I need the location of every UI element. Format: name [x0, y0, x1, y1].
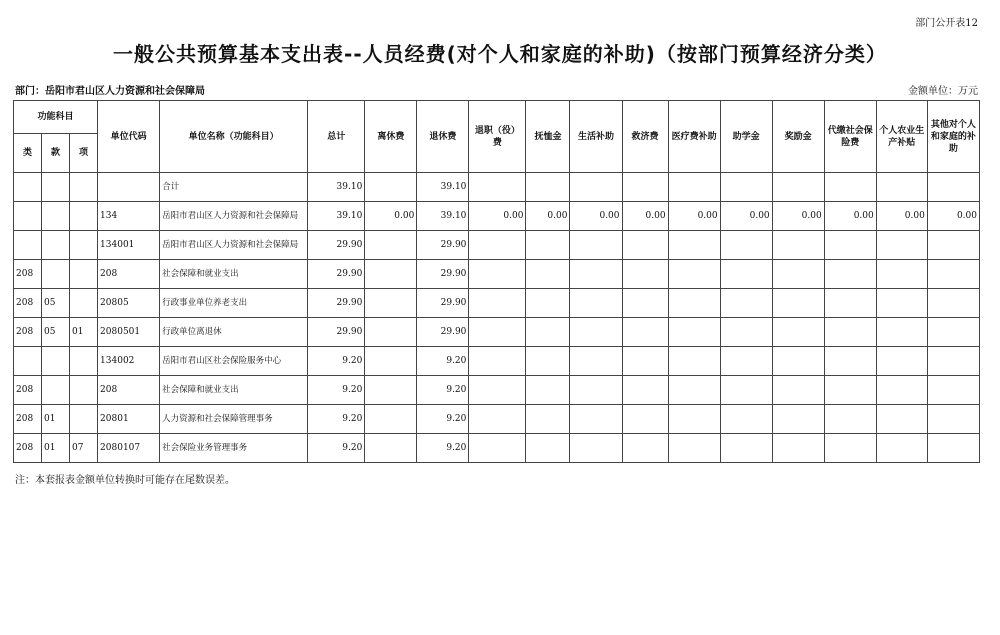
cell-zhuxue — [720, 347, 772, 376]
cell-fuxu — [526, 434, 570, 463]
cell-tuizhi — [469, 173, 526, 202]
cell-jiuji — [622, 434, 668, 463]
cell-fuxu — [526, 376, 570, 405]
cell-code: 2080107 — [98, 434, 160, 463]
cell-fuxu: 0.00 — [526, 202, 570, 231]
cell-daijiao — [824, 405, 876, 434]
cell-fuxu — [526, 405, 570, 434]
table-row — [14, 202, 980, 231]
cell-xiang — [70, 376, 98, 405]
cell-lixiu — [365, 173, 417, 202]
cell-tuizhi — [469, 318, 526, 347]
cell-fuxu — [526, 260, 570, 289]
cell-yiliao — [668, 405, 720, 434]
table-row — [14, 405, 980, 434]
cell-lei: 208 — [14, 260, 42, 289]
header-kuan: 款 — [42, 134, 70, 173]
cell-xiang: 01 — [70, 318, 98, 347]
cell-name: 岳阳市君山区人力资源和社会保障局 — [160, 231, 308, 260]
cell-total: 29.90 — [308, 231, 365, 260]
header-yiliao: 医疗费补助 — [668, 101, 720, 173]
cell-daijiao — [824, 347, 876, 376]
cell-shenghuo — [570, 173, 622, 202]
cell-nongye: 0.00 — [876, 202, 927, 231]
cell-tuizhi: 0.00 — [469, 202, 526, 231]
cell-shenghuo — [570, 231, 622, 260]
cell-shenghuo — [570, 318, 622, 347]
cell-kuan — [42, 231, 70, 260]
cell-lixiu — [365, 347, 417, 376]
header-unit-code: 单位代码 — [98, 101, 160, 173]
cell-yiliao — [668, 231, 720, 260]
cell-total: 39.10 — [308, 173, 365, 202]
cell-tuixiu: 39.10 — [417, 202, 469, 231]
cell-kuan — [42, 347, 70, 376]
cell-code: 208 — [98, 376, 160, 405]
cell-jiuji — [622, 231, 668, 260]
cell-kuan: 01 — [42, 434, 70, 463]
cell-qita: 0.00 — [927, 202, 979, 231]
header-fuxu: 抚恤金 — [526, 101, 570, 173]
cell-lei — [14, 202, 42, 231]
cell-nongye — [876, 260, 927, 289]
header-tuixiu: 退休费 — [417, 101, 469, 173]
header-func-group: 功能科目 — [14, 101, 98, 134]
cell-daijiao — [824, 260, 876, 289]
cell-kuan — [42, 202, 70, 231]
cell-xiang — [70, 173, 98, 202]
cell-qita — [927, 260, 979, 289]
table-row — [14, 376, 980, 405]
cell-tuixiu: 29.90 — [417, 289, 469, 318]
cell-lei: 208 — [14, 289, 42, 318]
cell-jiuji — [622, 173, 668, 202]
cell-zhuxue — [720, 376, 772, 405]
cell-jiuji — [622, 376, 668, 405]
cell-name: 行政单位离退休 — [160, 318, 308, 347]
cell-daijiao — [824, 376, 876, 405]
cell-zhuxue — [720, 289, 772, 318]
cell-shenghuo — [570, 260, 622, 289]
cell-yiliao — [668, 173, 720, 202]
cell-name: 社会保障和就业支出 — [160, 376, 308, 405]
cell-nongye — [876, 289, 927, 318]
cell-zhuxue: 0.00 — [720, 202, 772, 231]
amount-unit-label: 金额单位：万元 — [908, 86, 978, 97]
cell-name: 人力资源和社会保障管理事务 — [160, 405, 308, 434]
header-lei: 类 — [14, 134, 42, 173]
cell-jiangli — [772, 318, 824, 347]
cell-zhuxue — [720, 231, 772, 260]
cell-name: 合计 — [160, 173, 308, 202]
cell-shenghuo — [570, 434, 622, 463]
cell-name: 社会保障和就业支出 — [160, 260, 308, 289]
cell-daijiao — [824, 231, 876, 260]
header-jiuji: 救济费 — [622, 101, 668, 173]
table-row — [14, 231, 980, 260]
cell-qita — [927, 231, 979, 260]
department-label: 部门：岳阳市君山区人力资源和社会保障局 — [15, 86, 205, 97]
cell-qita — [927, 318, 979, 347]
cell-yiliao — [668, 260, 720, 289]
cell-code: 134001 — [98, 231, 160, 260]
header-jiangli: 奖励金 — [772, 101, 824, 173]
cell-kuan — [42, 260, 70, 289]
cell-code: 208 — [98, 260, 160, 289]
cell-yiliao — [668, 318, 720, 347]
cell-jiangli — [772, 289, 824, 318]
cell-total: 9.20 — [308, 376, 365, 405]
cell-xiang: 07 — [70, 434, 98, 463]
cell-jiangli — [772, 434, 824, 463]
cell-jiangli — [772, 405, 824, 434]
cell-tuixiu: 9.20 — [417, 434, 469, 463]
cell-daijiao — [824, 173, 876, 202]
cell-nongye — [876, 318, 927, 347]
cell-lei: 208 — [14, 318, 42, 347]
header-lixiu: 离休费 — [365, 101, 417, 173]
cell-tuizhi — [469, 231, 526, 260]
cell-kuan: 05 — [42, 289, 70, 318]
cell-xiang — [70, 260, 98, 289]
cell-nongye — [876, 231, 927, 260]
cell-daijiao: 0.00 — [824, 202, 876, 231]
header-total: 总计 — [308, 101, 365, 173]
table-row — [14, 173, 980, 202]
cell-fuxu — [526, 289, 570, 318]
cell-name: 岳阳市君山区人力资源和社会保障局 — [160, 202, 308, 231]
cell-daijiao — [824, 289, 876, 318]
cell-zhuxue — [720, 173, 772, 202]
cell-code: 20801 — [98, 405, 160, 434]
cell-zhuxue — [720, 405, 772, 434]
cell-code: 2080501 — [98, 318, 160, 347]
cell-lixiu — [365, 260, 417, 289]
cell-lei: 208 — [14, 405, 42, 434]
cell-yiliao — [668, 347, 720, 376]
cell-lei: 208 — [14, 434, 42, 463]
expenditure-table — [13, 100, 980, 463]
cell-yiliao — [668, 376, 720, 405]
cell-daijiao — [824, 318, 876, 347]
cell-jiangli — [772, 347, 824, 376]
cell-jiuji — [622, 405, 668, 434]
cell-lixiu — [365, 405, 417, 434]
cell-lixiu — [365, 434, 417, 463]
cell-xiang — [70, 289, 98, 318]
cell-yiliao — [668, 434, 720, 463]
cell-tuixiu: 9.20 — [417, 347, 469, 376]
cell-qita — [927, 173, 979, 202]
cell-code — [98, 173, 160, 202]
cell-nongye — [876, 405, 927, 434]
cell-name: 行政事业单位养老支出 — [160, 289, 308, 318]
cell-qita — [927, 405, 979, 434]
cell-qita — [927, 434, 979, 463]
cell-zhuxue — [720, 260, 772, 289]
cell-jiangli — [772, 260, 824, 289]
cell-kuan: 05 — [42, 318, 70, 347]
cell-nongye — [876, 434, 927, 463]
table-body — [14, 173, 980, 463]
table-row — [14, 289, 980, 318]
cell-lixiu — [365, 231, 417, 260]
cell-lei — [14, 173, 42, 202]
cell-fuxu — [526, 173, 570, 202]
cell-total: 9.20 — [308, 347, 365, 376]
cell-tuizhi — [469, 405, 526, 434]
cell-tuixiu: 9.20 — [417, 376, 469, 405]
cell-jiangli — [772, 231, 824, 260]
header-nongye: 个人农业生产补贴 — [876, 101, 927, 173]
cell-yiliao: 0.00 — [668, 202, 720, 231]
table-row — [14, 260, 980, 289]
cell-nongye — [876, 173, 927, 202]
footnote: 注：本套报表金额单位转换时可能存在尾数误差。 — [15, 475, 235, 486]
cell-tuizhi — [469, 376, 526, 405]
cell-lei: 208 — [14, 376, 42, 405]
cell-shenghuo — [570, 376, 622, 405]
cell-yiliao — [668, 289, 720, 318]
cell-lixiu — [365, 318, 417, 347]
cell-tuizhi — [469, 347, 526, 376]
cell-tuixiu: 9.20 — [417, 405, 469, 434]
cell-jiangli: 0.00 — [772, 202, 824, 231]
page-title: 一般公共预算基本支出表--人员经费(对个人和家庭的补助)（按部门预算经济分类） — [113, 42, 887, 66]
header-unit-name: 单位名称（功能科目） — [160, 101, 308, 173]
cell-lei — [14, 231, 42, 260]
cell-tuixiu: 29.90 — [417, 260, 469, 289]
cell-xiang — [70, 347, 98, 376]
header-zhuxue: 助学金 — [720, 101, 772, 173]
cell-qita — [927, 347, 979, 376]
table-row — [14, 318, 980, 347]
cell-xiang — [70, 405, 98, 434]
cell-total: 29.90 — [308, 260, 365, 289]
cell-xiang — [70, 231, 98, 260]
cell-jiuji — [622, 347, 668, 376]
cell-fuxu — [526, 231, 570, 260]
cell-jiuji: 0.00 — [622, 202, 668, 231]
cell-total: 29.90 — [308, 318, 365, 347]
cell-kuan — [42, 173, 70, 202]
table-number: 部门公开表12 — [915, 18, 978, 29]
cell-daijiao — [824, 434, 876, 463]
header-daijiao: 代缴社会保险费 — [824, 101, 876, 173]
cell-tuizhi — [469, 434, 526, 463]
cell-shenghuo — [570, 405, 622, 434]
cell-lei — [14, 347, 42, 376]
cell-nongye — [876, 347, 927, 376]
cell-zhuxue — [720, 434, 772, 463]
cell-tuixiu: 39.10 — [417, 173, 469, 202]
cell-code: 20805 — [98, 289, 160, 318]
header-tuizhi: 退职（役）费 — [469, 101, 526, 173]
cell-fuxu — [526, 347, 570, 376]
cell-code: 134 — [98, 202, 160, 231]
table-row — [14, 347, 980, 376]
cell-jiuji — [622, 289, 668, 318]
header-shenghuo: 生活补助 — [570, 101, 622, 173]
cell-total: 9.20 — [308, 434, 365, 463]
cell-total: 39.10 — [308, 202, 365, 231]
cell-name: 社会保险业务管理事务 — [160, 434, 308, 463]
cell-jiangli — [772, 173, 824, 202]
cell-lixiu — [365, 289, 417, 318]
cell-lixiu: 0.00 — [365, 202, 417, 231]
cell-lixiu — [365, 376, 417, 405]
cell-total: 29.90 — [308, 289, 365, 318]
cell-tuizhi — [469, 260, 526, 289]
table-row — [14, 434, 980, 463]
cell-tuizhi — [469, 289, 526, 318]
header-xiang: 项 — [70, 134, 98, 173]
cell-qita — [927, 376, 979, 405]
cell-total: 9.20 — [308, 405, 365, 434]
cell-code: 134002 — [98, 347, 160, 376]
cell-shenghuo — [570, 289, 622, 318]
cell-jiuji — [622, 260, 668, 289]
cell-xiang — [70, 202, 98, 231]
cell-nongye — [876, 376, 927, 405]
cell-kuan: 01 — [42, 405, 70, 434]
cell-zhuxue — [720, 318, 772, 347]
cell-qita — [927, 289, 979, 318]
cell-name: 岳阳市君山区社会保险服务中心 — [160, 347, 308, 376]
header-qita: 其他对个人和家庭的补助 — [927, 101, 979, 173]
cell-jiangli — [772, 376, 824, 405]
cell-jiuji — [622, 318, 668, 347]
cell-tuixiu: 29.90 — [417, 318, 469, 347]
cell-fuxu — [526, 318, 570, 347]
cell-shenghuo: 0.00 — [570, 202, 622, 231]
cell-shenghuo — [570, 347, 622, 376]
cell-kuan — [42, 376, 70, 405]
cell-tuixiu: 29.90 — [417, 231, 469, 260]
